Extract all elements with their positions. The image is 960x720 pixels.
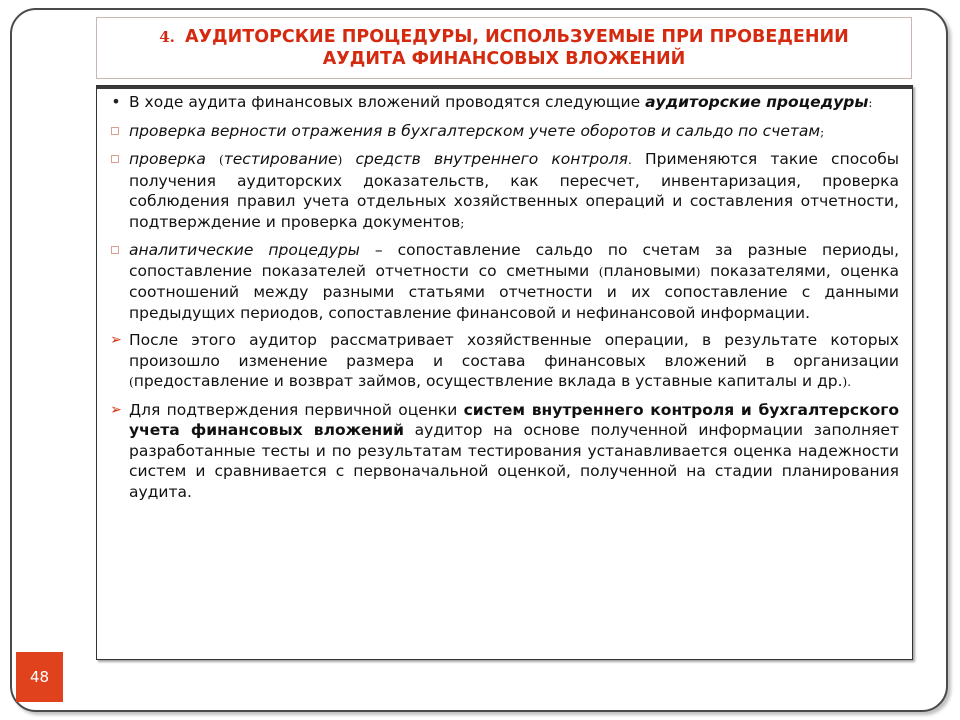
bullet-arrow-icon: ➢: [110, 401, 122, 418]
content-top-rule: [97, 86, 912, 89]
list-item-operations: [109, 330, 899, 393]
operations-paren-close: ).: [842, 375, 852, 389]
turnover-check-end: ;: [820, 124, 825, 139]
internal-control-paren-close: ): [337, 153, 343, 167]
internal-control-it2: тестирование: [223, 150, 338, 168]
page-number-badge: 48: [16, 652, 63, 702]
internal-control-end: ;: [460, 215, 465, 230]
title-text-1: АУДИТОРСКИЕ ПРОЦЕДУРЫ, ИСПОЛЬЗУЕМЫЕ ПРИ ПРОВЕДЕНИИ: [185, 27, 849, 47]
list-item-intro: [109, 92, 899, 114]
confirmation-part1: Для подтверждения первичной оценки: [129, 400, 464, 419]
analytical-part1: сопоставление сальдо по счетам за разные периоды, сопоставление показателей отчетности со сметными: [129, 241, 900, 280]
procedure-list: [109, 92, 899, 509]
intro-colon: :: [868, 96, 873, 110]
operations-part2: предоставление и возврат займов, осуществление вклада в уставные капиталы и др.: [133, 372, 843, 390]
intro-text: В ходе аудита финансовых вложений проводятся следующие: [129, 93, 646, 111]
bullet-arrow-icon: ➢: [110, 332, 122, 348]
bullet-square-icon: [111, 246, 119, 254]
confirmation-bold: систем внутреннего контроля и бухгалтерского учета финансовых вложений: [129, 400, 899, 439]
title-line-1: [97, 26, 911, 48]
confirmation-part2: аудитор на основе полученной информации заполняет разработанные тесты и по результатам тестирования устанавливается оценка надежности систем и сравнивается с первоначальной оценкой, полученной на стадии планирования аудита.: [129, 421, 899, 501]
bullet-dot-icon: •: [111, 92, 121, 111]
operations-part1: После этого аудитор рассматривает хозяйственные операции, в результате которых произошло изменение размера и состава финансовых вложений в организации: [129, 331, 899, 370]
operations-paren-open: (: [129, 375, 134, 389]
analytical-paren-open: (: [598, 264, 604, 279]
title-number: 4.: [159, 28, 175, 46]
list-item-analytical: [109, 240, 899, 323]
bullet-square-icon: [111, 155, 119, 163]
slide-title: [96, 17, 912, 79]
internal-control-it1: проверка: [129, 150, 220, 168]
turnover-check-text: проверка верности отражения в бухгалтерском учете оборотов и сальдо по счетам: [129, 121, 821, 140]
internal-control-it3: средств внутреннего контроля: [342, 150, 628, 168]
content-box: [96, 85, 913, 660]
bullet-square-icon: [111, 127, 119, 135]
list-item-turnover-check: [109, 121, 899, 143]
analytical-dash: –: [359, 241, 398, 259]
analytical-emphasis: аналитические процедуры: [129, 241, 360, 259]
internal-control-rest: Применяются такие способы получения аудиторских доказательств, как пересчет, инвентаризация, проверка соблюдения правил учета отдельных хозяйственных операций и составления отчетности, подтверждение и проверка документов: [129, 150, 899, 231]
internal-control-dot: .: [627, 153, 632, 167]
list-item-confirmation: [109, 400, 899, 503]
intro-emphasis: аудиторские процедуры: [645, 93, 869, 111]
internal-control-paren-open: (: [219, 153, 224, 167]
analytical-part2: плановыми: [603, 261, 696, 280]
list-item-internal-control: [109, 149, 899, 233]
analytical-paren-close: ): [695, 264, 701, 279]
analytical-part3: показателями, оценка соотношений между разными статьями отчетности и их сопоставление с данными предыдущих периодов, сопоставление финансовой и нефинансовой информации.: [129, 261, 899, 322]
title-line-2: АУДИТА ФИНАНСОВЫХ ВЛОЖЕНИЙ: [322, 49, 686, 69]
